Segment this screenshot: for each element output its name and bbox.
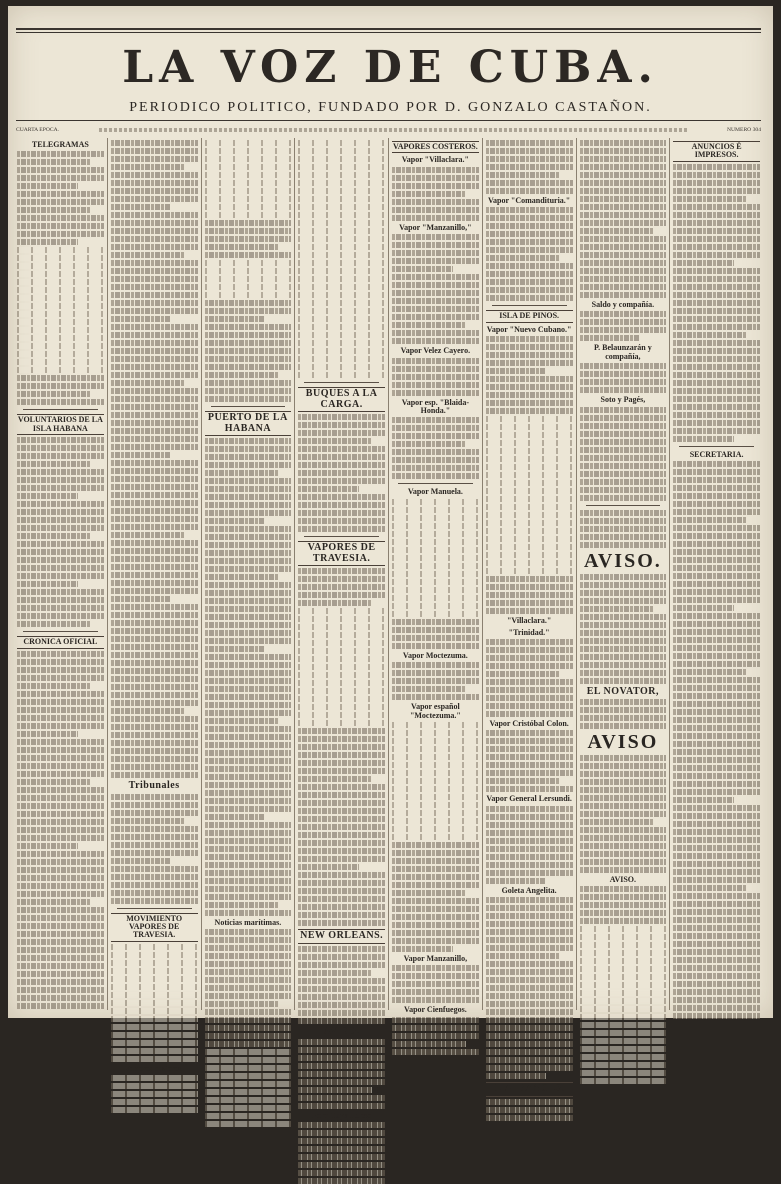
column-8 bbox=[670, 138, 763, 1010]
column-heading: TELEGRAMAS bbox=[31, 140, 89, 149]
column-heading: BUQUES A LA CARGA. bbox=[298, 387, 385, 412]
column-heading: P. Belaunzarán y compañía, bbox=[594, 343, 652, 361]
column-heading: Vapor "Comandituria." bbox=[488, 196, 571, 205]
column-heading: "Villaclara." bbox=[506, 616, 552, 626]
top-rule-thin bbox=[16, 32, 761, 33]
column-heading: Vapor "Manzanillo," bbox=[399, 222, 472, 232]
column-4 bbox=[295, 138, 389, 1120]
column-heading: ISLA DE PINOS. bbox=[486, 310, 573, 322]
column-heading: Vapor Cristóbal Colon. bbox=[489, 718, 569, 728]
column-heading: Noticias marítimas. bbox=[214, 918, 282, 927]
column-heading: Vapor "Villaclara." bbox=[401, 155, 469, 165]
column-heading: PUERTO DE LA HABANA bbox=[205, 411, 292, 436]
column-heading: AVISO bbox=[587, 731, 659, 754]
column-heading: Vapor "Nuevo Cubano." bbox=[486, 324, 572, 334]
column-heading: AVISO. bbox=[323, 1025, 360, 1037]
column-heading: "Trinidad." bbox=[508, 627, 550, 637]
column-2 bbox=[108, 138, 202, 1073]
masthead-bottom-rule bbox=[16, 120, 761, 121]
column-heading: Saldo y compañía. bbox=[591, 300, 655, 309]
columns bbox=[14, 138, 763, 1120]
column-heading: Vapor Cienfuegos. bbox=[404, 1005, 467, 1015]
newspaper-page bbox=[8, 6, 773, 1120]
column-heading: MOVIMIENTO VAPORES DE TRAVESIA. bbox=[111, 913, 198, 942]
column-heading: Vapores costeros. bbox=[124, 1063, 184, 1073]
newspaper-title: LA VOZ DE CUBA. bbox=[122, 42, 659, 93]
column-heading: J. A. BANCES. bbox=[486, 1082, 573, 1097]
column-heading: VAPORES COSTEROS. bbox=[392, 141, 479, 153]
column-3 bbox=[202, 138, 296, 1010]
column-heading: VAPORES DE TRAVESIA. bbox=[298, 541, 385, 566]
column-heading: AVISO. bbox=[609, 875, 637, 885]
column-heading: AVISO. bbox=[583, 549, 662, 572]
column-heading: Vapor Manuela. bbox=[407, 487, 463, 497]
column-heading: SECRETARIA. bbox=[689, 449, 744, 459]
column-heading: Para Cayo Hueso bbox=[311, 1111, 372, 1120]
column-heading: Soto y Pagés, bbox=[600, 395, 646, 405]
column-heading: CRONICA OFICIAL bbox=[17, 636, 104, 648]
edition-label: CUARTA EPOCA. bbox=[16, 127, 60, 133]
dateline bbox=[16, 124, 761, 136]
issue-number: NUMERO 304 bbox=[726, 127, 761, 133]
column-1 bbox=[14, 138, 108, 1010]
masthead bbox=[8, 6, 773, 126]
column-heading: Vapor Moctezuma. bbox=[402, 650, 468, 660]
column-5 bbox=[389, 138, 483, 1015]
column-heading: VOLUNTARIOS DE LA ISLA HABANA bbox=[17, 414, 104, 435]
column-heading: Vapor esp. "Blaida-Honda." bbox=[401, 397, 470, 415]
column-6 bbox=[483, 138, 577, 1095]
column-heading: Goleta Angelita. bbox=[501, 885, 557, 895]
column-heading: Vapor Manzanillo, bbox=[403, 953, 468, 963]
newspaper-subtitle: PERIODICO POLITICO, FUNDADO POR D. GONZALO CASTAÑON. bbox=[129, 100, 652, 115]
column-heading: ANUNCIOS É IMPRESOS. bbox=[673, 141, 760, 162]
column-heading: Vapor español "Moctezuma." bbox=[409, 702, 461, 720]
top-rule bbox=[16, 28, 761, 30]
column-7 bbox=[577, 138, 671, 1010]
column-heading: Vapor General Lersundi. bbox=[486, 794, 572, 804]
column-heading: EL NOVATOR, bbox=[586, 685, 659, 697]
column-heading: NEW ORLEANS. bbox=[298, 929, 385, 944]
column-heading: Tribunales bbox=[128, 780, 180, 791]
column-heading: Vapor Velez Cayero. bbox=[400, 346, 471, 356]
